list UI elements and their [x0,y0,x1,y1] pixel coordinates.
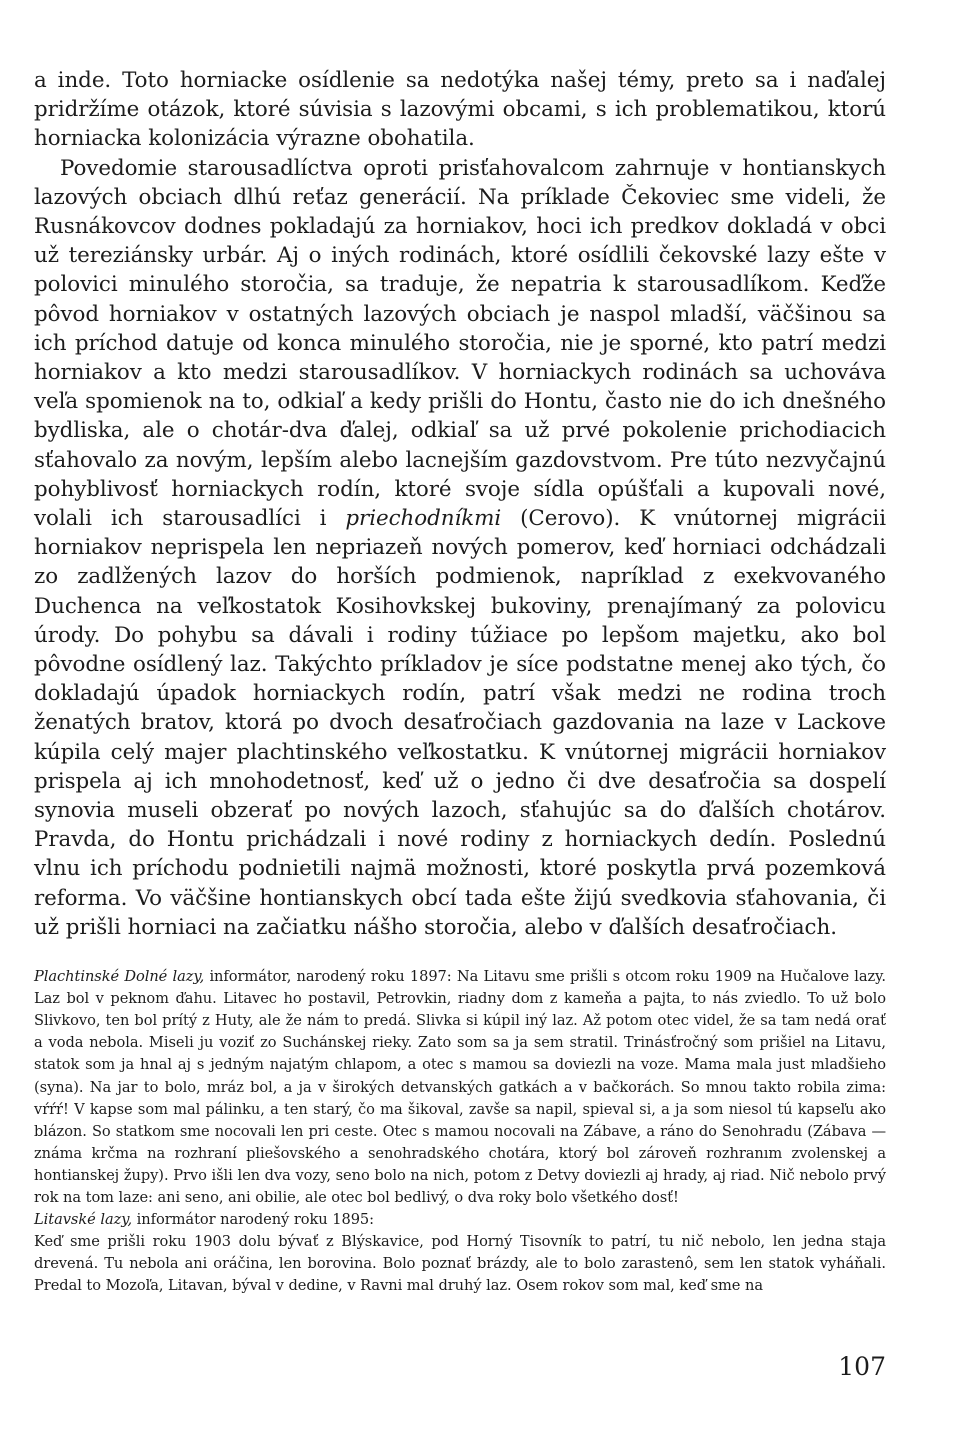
paragraph-2-part-1: Povedomie starousadlíctva oproti prisťahovalcom zahrnuje v hontianskych lazových obciach dlhú reťaz generácií. Na príklade Čekoviec sme videli, že Rusnákovcov dodnes pokladajú za horniakov, hoci ich predkov dokladá v obci už tereziánsky urbár. Aj o iných rodinách, ktoré osídlili čekovské lazy ešte v polovici minulého storočia, sa traduje, že nepatria k starousadlíkom. Keďže pôvod horniakov v ostatných lazových obciach je naspol mladší, väčšinou sa ich príchod datuje od konca minulého storočia, nie je sporné, kto patrí medzi horniakov a kto medzi starousadlíkov. V horniackych rodinách sa uchováva veľa spomienok na to, odkiaľ a kedy prišli do Hontu, často nie do ich dnešného bydliska, ale o chotár-dva ďalej, odkiaľ sa už prvé pokolenie prichodiacich sťahovalo za novým, lepším alebo lacnejším gazdovstvom. Pre túto nezvyčajnú pohyblivosť horniackych rodín, ktoré svoje sídla opúšťali a kupovali nové, volali ich starousadlíci i [34,155,886,532]
note-3-text: Keď sme prišli roku 1903 dolu bývať z Blýskavice, pod Horný Tisovník to patrí, tu nič nebolo, len jedna staja drevená. Tu nebola ani oráčina, len borovina. Bolo poznať brázdy, ale to bolo zarastenô, sem len statok vyháňali. Predal to Mozoľa, Litavan, býval v dedine, v Ravni mal druhý laz. Osem rokov som mal, keď sme na [34,1233,886,1295]
paragraph-2-part-2: (Cerovo). K vnútornej migrácii horniakov neprispela len nepriazeň nových pomerov, keď horniaci odchádzali zo zadlžených lazov do horších podmienok, napríklad z exekvovaného Duchenca na veľkostatok Kosihovkskej bukoviny, prenajímaný za polovicu úrody. Do pohybu sa dávali i rodiny túžiace po lepšom majetku, ako bol pôvodne osídlený laz. Takýchto príkladov je síce podstatne menej ako tých, čo dokladajú úpadok horniackych rodín, patrí však medzi ne rodina troch ženatých bratov, ktorá po dvoch desaťročiach gazdovania na laze v Lackove kúpila celý majer plachtinského veľkostatku. K vnútornej migrácii horniakov prispela aj ich mnohodetnosť, keď už o jedno či dve desaťročia sa dospelí synovia museli obzerať po nových lazoch, sťahujúc sa do ďalších chotárov. Pravda, do Hontu prichádzali i nové rodiny z horniackych dedín. Poslednú vlnu ich príchodu podnietili najmä možnosti, ktoré poskytla prvá pozemková reforma. Vo väčšine hontianskych obcí tada ešte žijú svedkovia sťahovania, či už prišli horniaci na začiatku nášho storočia, alebo v ďalších desaťročiach. [34,506,886,940]
note-1 [34,966,886,1209]
page-content [34,66,886,1298]
note-3 [34,1231,886,1297]
note-1-place: Plachtinské Dolné lazy, [34,968,205,986]
informant-notes [34,966,886,1297]
paragraph-2 [34,154,886,942]
paragraph-1: a inde. Toto horniacke osídlenie sa nedotýka našej témy, preto sa i naďalej pridržíme otázok, ktoré súvisia s lazovými obcami, s ich problematikou, ktorú horniacka kolonizácia výrazne obohatila. [34,68,886,152]
note-2-text: informátor narodený roku 1895: [132,1211,375,1229]
note-2 [34,1209,886,1231]
page-number: 107 [838,1352,886,1381]
note-2-place: Litavské lazy, [34,1211,133,1229]
note-1-text: informátor, narodený roku 1897: Na Litavu sme prišli s otcom roku 1909 na Hučalove lazy. Laz bol v peknom ďahu. Litavec ho postavil, Petrovkin, riadny dom z kameňa a pajta, to nás zviedlo. To už bolo Slivkovo, ten bol prítý z Huty, ale že nám to predá. Slivka si kúpil iný laz. Až potom otec videl, že sa tam nedá orať a voda nebola. Miseli ju voziť zo Suchánskej rieky. Zato som sa ja sem stratil. Trinásťročný som prišiel na Litavu, statok som ja hnal aj s jedným najatým chlapom, a otec s mamou sa doviezli na voze. Mama mala just mladšieho (syna). Na jar to bolo, mráz bol, a ja v širokých detvanských gatkách a v bačkorách. So mnou takto robila zima: vŕŕŕ! V kapse som mal pálinku, a ten starý, čo ma šikoval, zavše sa napil, spieval si, a ja som niesol tú kapseľu ako blázon. So statkom sme nocovali len pri ceste. Otec s mamou nocovali na Zábave, a ráno do Senohradu (Zábava — známa krčma na rozhraní pliešovského a senohradského chotára, ktorý bol zároveň rozhranım zvolenskej a hontianskej župy). Prvo išli len dva vozy, seno bolo na nich, potom z Detvy doviezli aj hrady, aj riad. Nič nebolo prvý rok na tom laze: ani seno, ani obilie, ale otec bol bedlivý, o dva roky bolo všetkého dosť! [34,968,886,1207]
main-text [34,66,886,942]
italic-term: priechodníkmi [345,506,502,532]
